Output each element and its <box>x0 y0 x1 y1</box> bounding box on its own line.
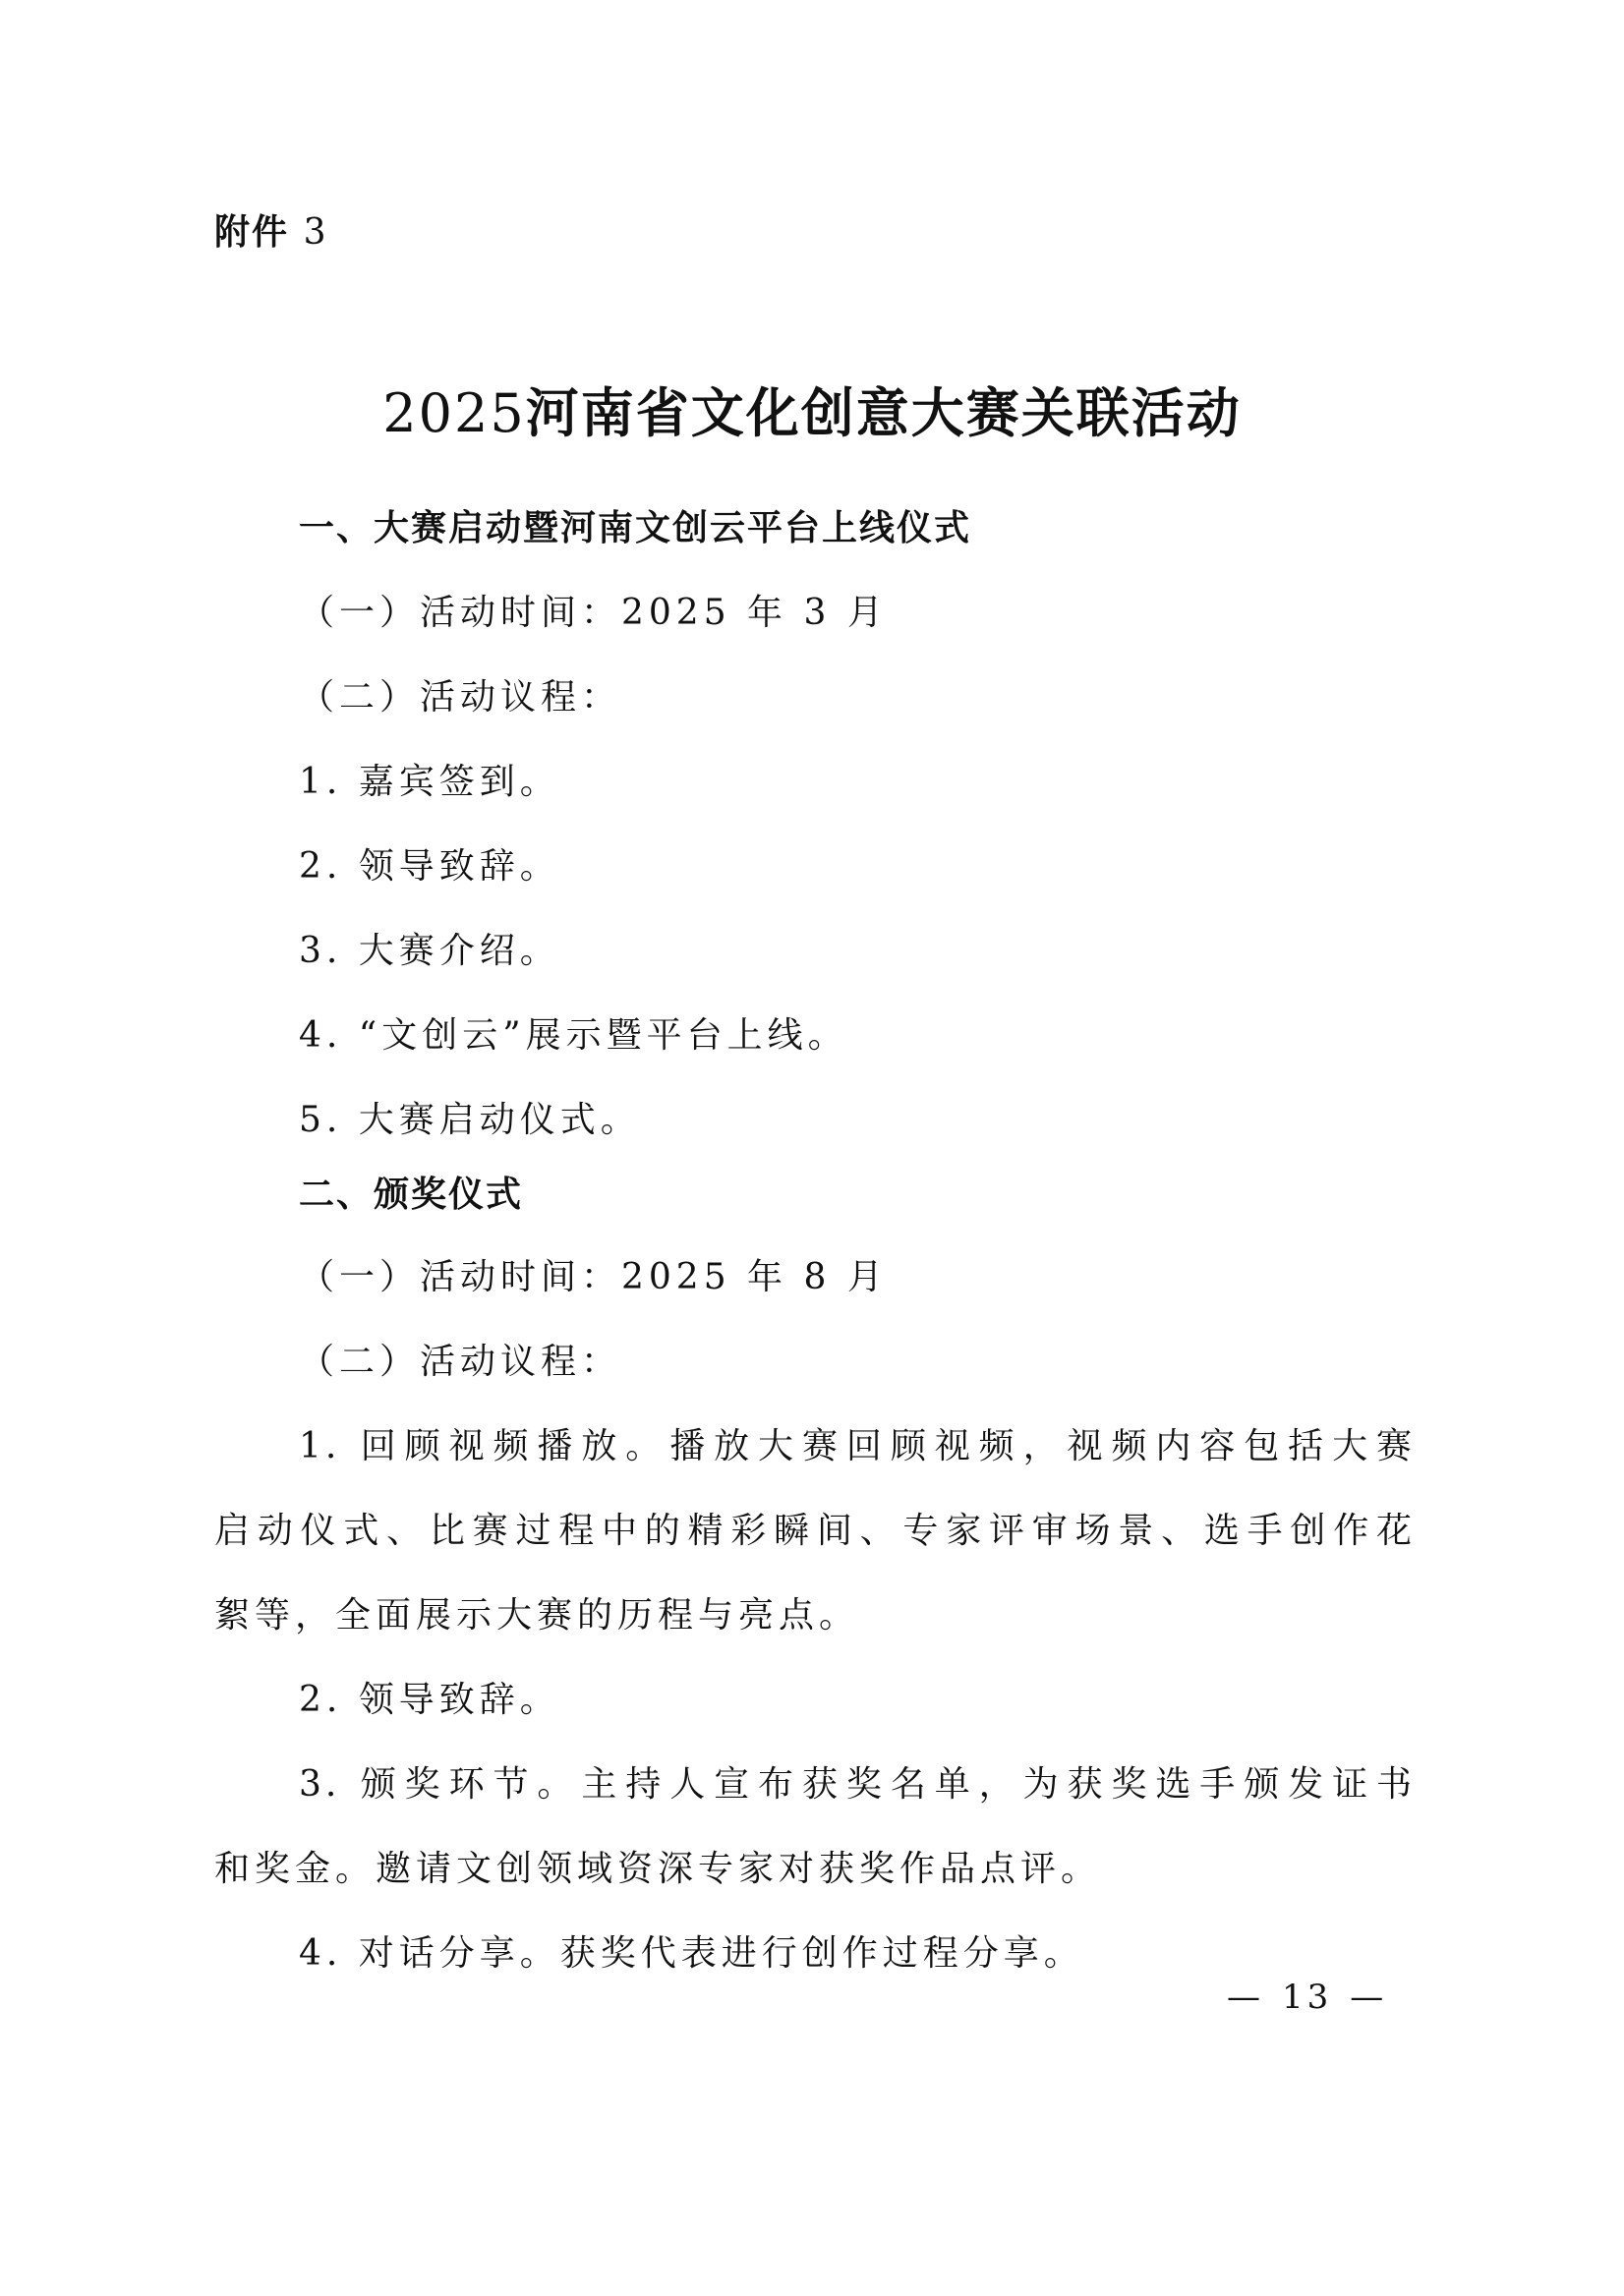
section2-heading: 二、颁奖仪式 <box>299 1175 524 1215</box>
title-year: 2025 <box>382 382 526 444</box>
section2-item2: 2. 领导致辞。 <box>299 1680 560 1720</box>
section2-item1-line1: 1. 回顾视频播放。播放大赛回顾视频，视频内容包括大赛 <box>299 1426 1416 1466</box>
attachment-number: 3 <box>303 212 328 253</box>
attachment-label <box>214 204 327 255</box>
section2-item3-line1: 3. 颁奖环节。主持人宣布获奖名单，为获奖选手颁发证书 <box>299 1764 1416 1805</box>
section1-agenda-item: 2. 领导致辞。 <box>299 846 560 887</box>
section2-item4: 4. 对话分享。获奖代表进行创作过程分享。 <box>299 1933 1084 1974</box>
section2-item3-line2: 和奖金。邀请文创领域资深专家对获奖作品点评。 <box>214 1849 1102 1889</box>
title-text: 河南省文化创意大赛关联活动 <box>525 382 1242 444</box>
page-number <box>1209 1978 1405 2017</box>
page-number-dash-right: — <box>1350 1978 1388 2017</box>
section1-agenda-item: 1. 嘉宾签到。 <box>299 762 560 802</box>
section1-agenda-item: 4. “文创云”展示暨平台上线。 <box>299 1015 848 1056</box>
section2-time: （一）活动时间：2025 年 8 月 <box>299 1257 888 1297</box>
section1-agenda-item: 3. 大赛介绍。 <box>299 931 560 971</box>
section1-agenda-item: 5. 大赛启动仪式。 <box>299 1100 641 1140</box>
document-title <box>0 372 1624 447</box>
section1-heading: 一、大赛启动暨河南文创云平台上线仪式 <box>299 508 972 548</box>
section1-time: （一）活动时间：2025 年 3 月 <box>299 593 888 633</box>
page-number-value: 13 <box>1282 1978 1333 2017</box>
attachment-text: 附件 <box>214 212 290 253</box>
section1-agenda-heading: （二）活动议程： <box>299 677 622 718</box>
page-number-dash-left: — <box>1227 1978 1264 2017</box>
section2-item1-line3: 絮等，全面展示大赛的历程与亮点。 <box>214 1595 860 1636</box>
section2-item1-line2: 启动仪式、比赛过程中的精彩瞬间、专家评审场景、选手创作花 <box>214 1511 1416 1551</box>
section2-agenda-heading: （二）活动议程： <box>299 1342 622 1382</box>
